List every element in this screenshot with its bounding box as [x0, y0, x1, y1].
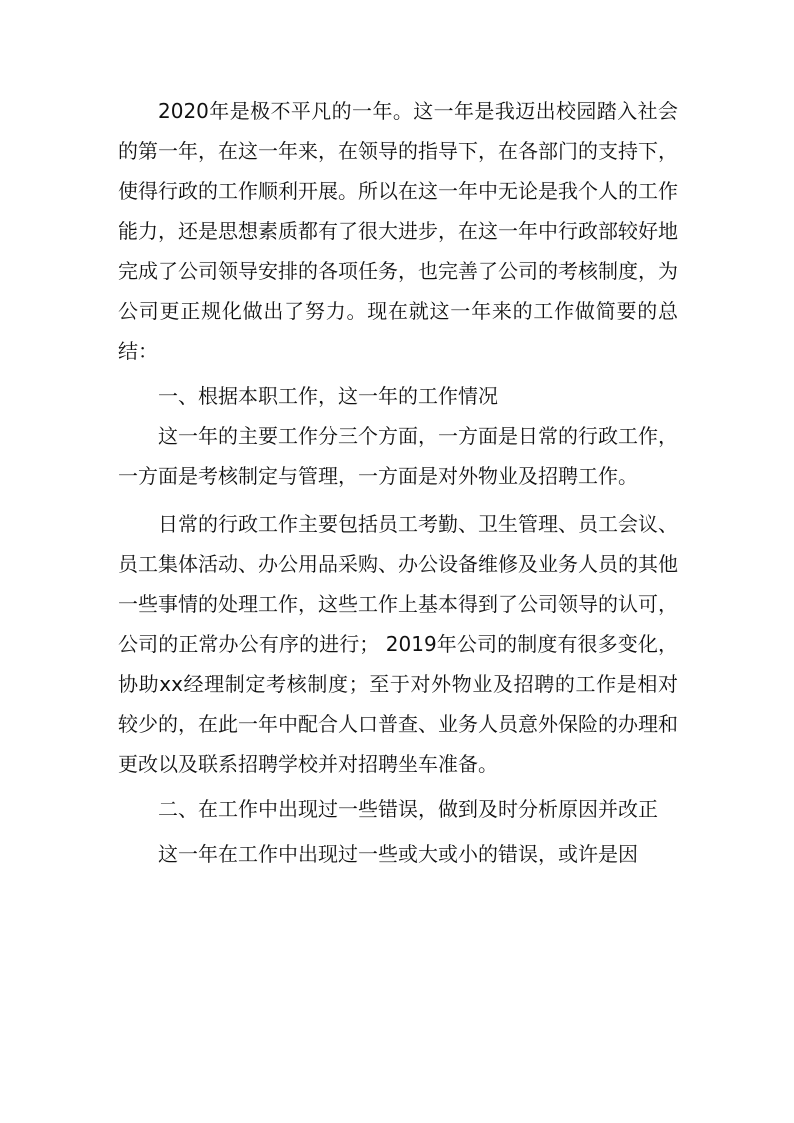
daily-admin-paragraph: 日常的行政工作主要包括员工考勤、卫生管理、员工会议、员工集体活动、办公用品采购、办公设备维修及业务人员的其他一些事情的处理工作，这些工作上基本得到了公司领导的认可，公司的正常办公有序的进行； 2019年公司的制度有很多变化，协助xx经理制定考核制度；至于对外物业及招聘的工作是相对较少的，在此一年中配合人口普查、业务人员意外保险的办理和更改以及联系招聘学校并对招聘坐车准备。 [118, 512, 678, 776]
intro-paragraph: 2020年是极不平凡的一年。这一年是我迈出校园踏入社会的第一年，在这一年来，在领导的指导下，在各部门的支持下，使得行政的工作顺利开展。所以在这一年中无论是我个人的工作能力，还是思想素质都有了很大进步，在这一年中行政部较好地完成了公司领导安排的各项任务，也完善了公司的考核制度，为公司更正规化做出了努力。现在就这一年来的工作做简要的总结： [118, 99, 678, 363]
document-body [118, 91, 678, 874]
section-heading-2: 二、在工作中出现过一些错误，做到及时分析原因并改正 [158, 797, 658, 821]
section-heading-1: 一、根据本职工作，这一年的工作情况 [158, 384, 498, 408]
work-overview-paragraph: 这一年的主要工作分三个方面，一方面是日常的行政工作，一方面是考核制定与管理，一方面是对外物业及招聘工作。 [118, 424, 678, 488]
errors-paragraph: 这一年在工作中出现过一些或大或小的错误，或许是因 [158, 842, 638, 866]
